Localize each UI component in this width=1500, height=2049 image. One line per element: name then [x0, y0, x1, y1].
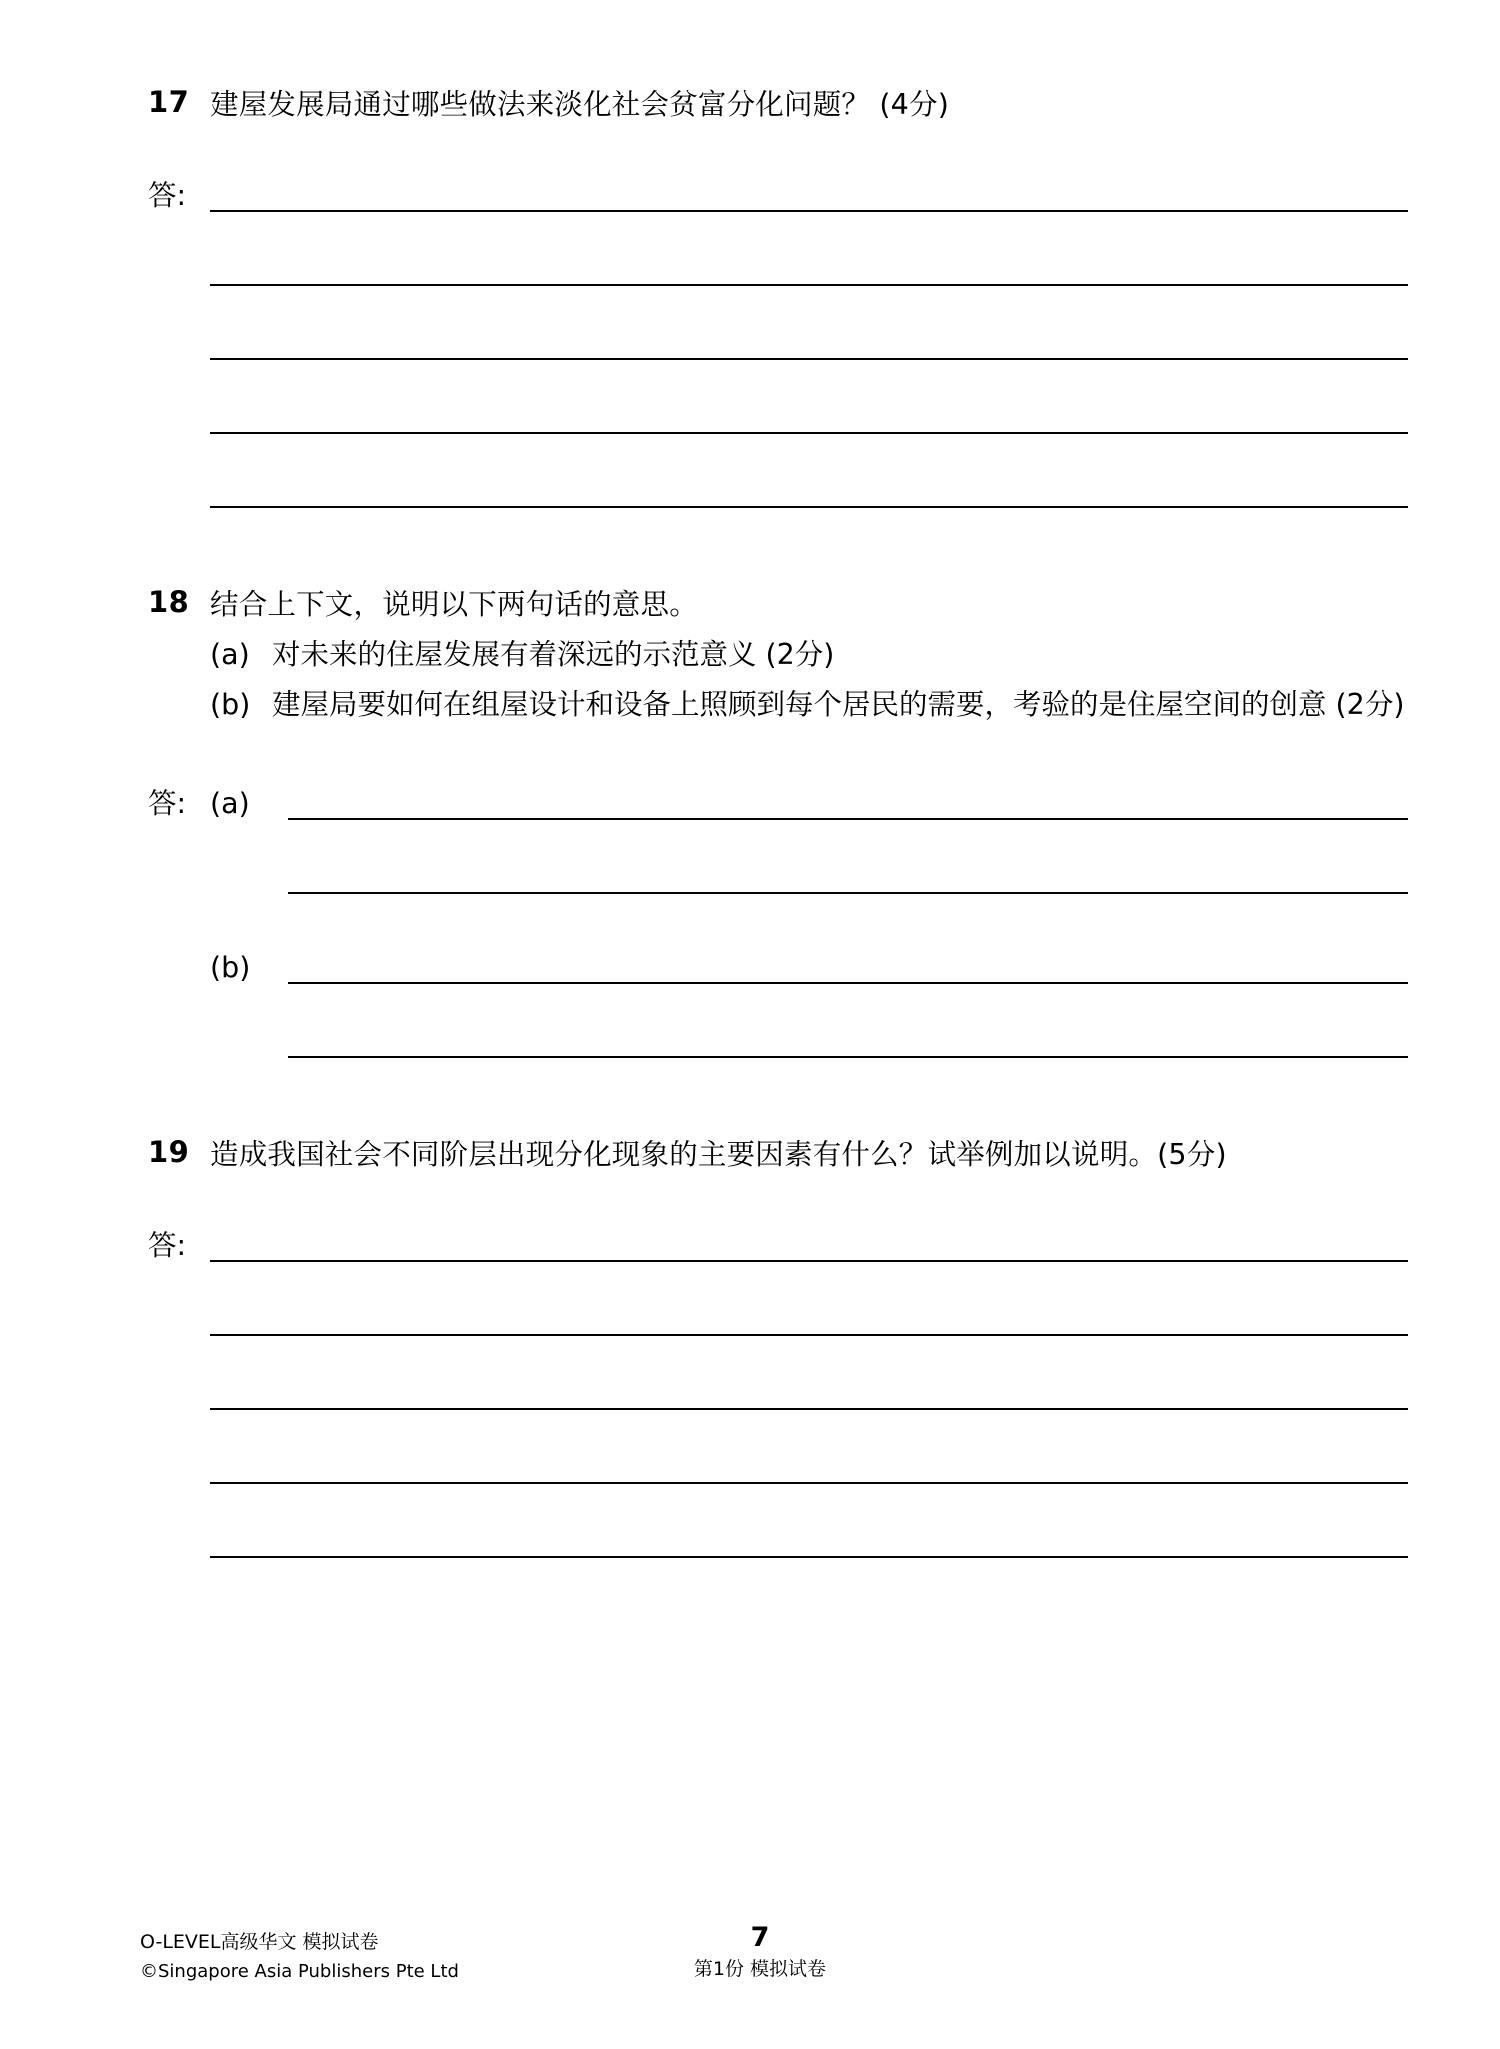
answer-label-19: 答:: [148, 1228, 187, 1262]
answer-line: [148, 148, 1408, 222]
question-19-answer-area: [148, 1198, 1408, 1568]
answer-rule[interactable]: [288, 818, 1408, 820]
footer-publisher: ©Singapore Asia Publishers Pte Ltd: [140, 1961, 459, 1982]
question-block-17: [148, 80, 1408, 518]
subitem-label: (b): [210, 688, 251, 721]
answer-rule[interactable]: [210, 1556, 1408, 1558]
answer-line: [148, 1198, 1408, 1272]
question-18-text: 结合上下文，说明以下两句话的意思。: [210, 588, 698, 621]
answer-line: [148, 1420, 1408, 1494]
question-18-number: 18: [148, 585, 190, 619]
answer-line: [148, 444, 1408, 518]
answer-rule[interactable]: [288, 1056, 1408, 1058]
question-17-heading: [148, 80, 1408, 130]
answer-spacer: [148, 982, 210, 994]
question-17-number: 17: [148, 85, 190, 119]
answer-rule[interactable]: [210, 506, 1408, 508]
question-19-heading: [148, 1130, 1408, 1180]
answer-line: [148, 1346, 1408, 1420]
question-block-19: [148, 1130, 1408, 1568]
answer-group-label-a: (a): [210, 786, 250, 820]
answer-rule[interactable]: [210, 1260, 1408, 1262]
answer-rule[interactable]: [288, 982, 1408, 984]
question-18-subitem-a: [210, 630, 1408, 680]
answer-group-label-b: (b): [210, 950, 251, 984]
answer-rule[interactable]: [210, 358, 1408, 360]
subitem-label: (a): [210, 638, 250, 671]
answer-rule[interactable]: [210, 210, 1408, 212]
footer-exam-title: O-LEVEL高级华文 模拟试卷: [140, 1931, 379, 1953]
footer-center-block: [140, 1921, 1380, 1983]
answer-rule[interactable]: [210, 1482, 1408, 1484]
page-footer: [140, 1922, 1380, 1997]
question-17-answer-area: [148, 148, 1408, 518]
question-19-number: 19: [148, 1135, 190, 1169]
answer-line: [148, 1272, 1408, 1346]
question-block-18: [148, 580, 1408, 1068]
question-19-text: 造成我国社会不同阶层出现分化现象的主要因素有什么？试举例加以说明。(5分): [210, 1138, 1227, 1171]
question-17-text: 建屋发展局通过哪些做法来淡化社会贫富分化问题？ (4分): [210, 88, 950, 121]
answer-rule[interactable]: [210, 1334, 1408, 1336]
answer-line: [148, 296, 1408, 370]
answer-label-18: 答:: [148, 786, 187, 820]
footer-paper-label: 第1份 模拟试卷: [693, 1958, 827, 1980]
question-18-heading: [148, 580, 1408, 630]
page-content: [148, 80, 1408, 1568]
answer-line: [148, 830, 1408, 904]
answer-line: [148, 370, 1408, 444]
answer-line: [148, 994, 1408, 1068]
answer-label-17: 答:: [148, 178, 187, 212]
subitem-text: 对未来的住屋发展有着深远的示范意义 (2分): [272, 638, 835, 671]
subitem-text: 建屋局要如何在组屋设计和设备上照顾到每个居民的需要，考验的是住屋空间的创意 (2分): [272, 688, 1405, 721]
answer-line: [148, 756, 1408, 830]
question-18-subitem-b: [210, 680, 1408, 730]
answer-rule[interactable]: [210, 432, 1408, 434]
question-18-answer-area: [148, 756, 1408, 1068]
answer-line: [148, 920, 1408, 994]
answer-line: [148, 222, 1408, 296]
answer-rule[interactable]: [210, 1408, 1408, 1410]
answer-rule[interactable]: [288, 892, 1408, 894]
answer-line: [148, 1494, 1408, 1568]
answer-rule[interactable]: [210, 284, 1408, 286]
page-number: 7: [750, 1922, 770, 1953]
